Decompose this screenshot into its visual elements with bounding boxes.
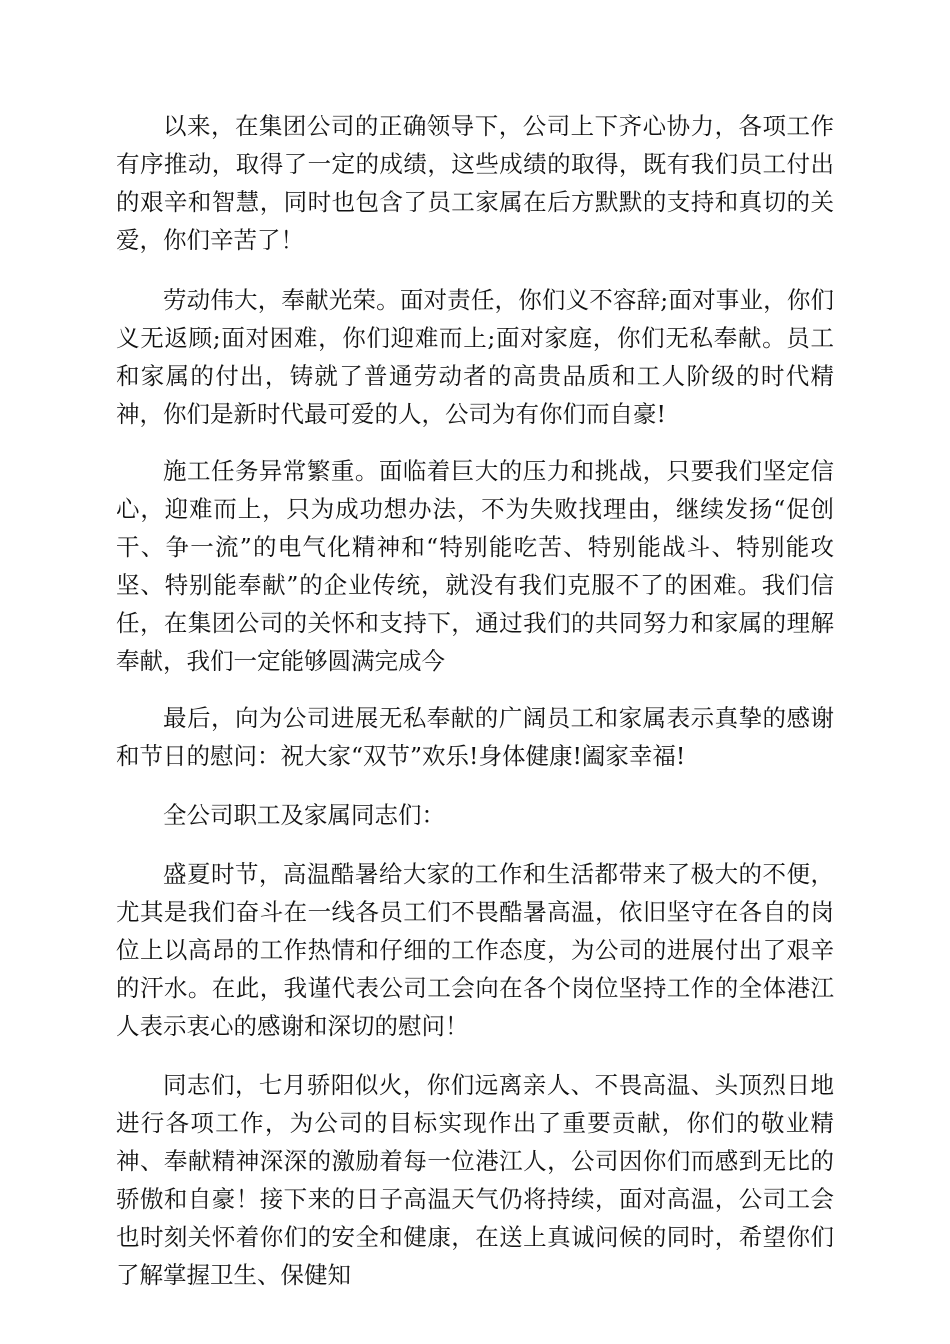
paragraph-1: 以来，在集团公司的正确领导下，公司上下齐心协力，各项工作有序推动，取得了一定的成绩，这些成绩的取得，既有我们员工付出的艰辛和智慧，同时也包含了员工家属在后方默默的支持和真切的关爱，你们辛苦了！ [116, 112, 834, 254]
salutation: 全公司职工及家属同志们： [163, 801, 445, 829]
paragraph-7: 同志们，七月骄阳似火，你们远离亲人、不畏高温、头顶烈日地进行各项工作，为公司的目标实现作出了重要贡献，你们的敬业精神、奉献精神深深的激励着每一位港江人，公司因你们而感到无比的骄傲和自豪！接下来的日子高温天气仍将持续，面对高温，公司工会也时刻关怀着你们的安全和健康，在送上真诚问候的同时，希望你们了解掌握卫生、保健知 [116, 1071, 834, 1289]
paragraph-4: 最后，向为公司进展无私奉献的广阔员工和家属表示真挚的感谢和节日的慰问：祝大家“双节”欢乐!身体健康!阖家幸福! [116, 704, 834, 770]
paragraph-6: 盛夏时节，高温酷暑给大家的工作和生活都带来了极大的不便，尤其是我们奋斗在一线各员工们不畏酷暑高温，依旧坚守在各自的岗位上以高昂的工作热情和仔细的工作态度，为公司的进展付出了艰辛的汗水。在此，我谨代表公司工会向在各个岗位坚持工作的全体港江人表示衷心的感谢和深切的慰问！ [116, 860, 834, 1040]
paragraph-2: 劳动伟大，奉献光荣。面对责任，你们义不容辞;面对事业，你们义无返顾;面对困难，你们迎难而上;面对家庭，你们无私奉献。员工和家属的付出，铸就了普通劳动者的高贵品质和工人阶级的时代精神，你们是新时代最可爱的人，公司为有你们而自豪! [116, 286, 834, 428]
paragraph-3: 施工任务异常繁重。面临着巨大的压力和挑战，只要我们坚定信心，迎难而上，只为成功想办法，不为失败找理由，继续发扬“促创干、争一流”的电气化精神和“特别能吃苦、特别能战斗、特别能攻坚、特别能奉献”的企业传统，就没有我们克服不了的困难。我们信任，在集团公司的关怀和支持下，通过我们的共同努力和家属的理解奉献，我们一定能够圆满完成今 [116, 457, 834, 675]
document-body [116, 107, 834, 1294]
